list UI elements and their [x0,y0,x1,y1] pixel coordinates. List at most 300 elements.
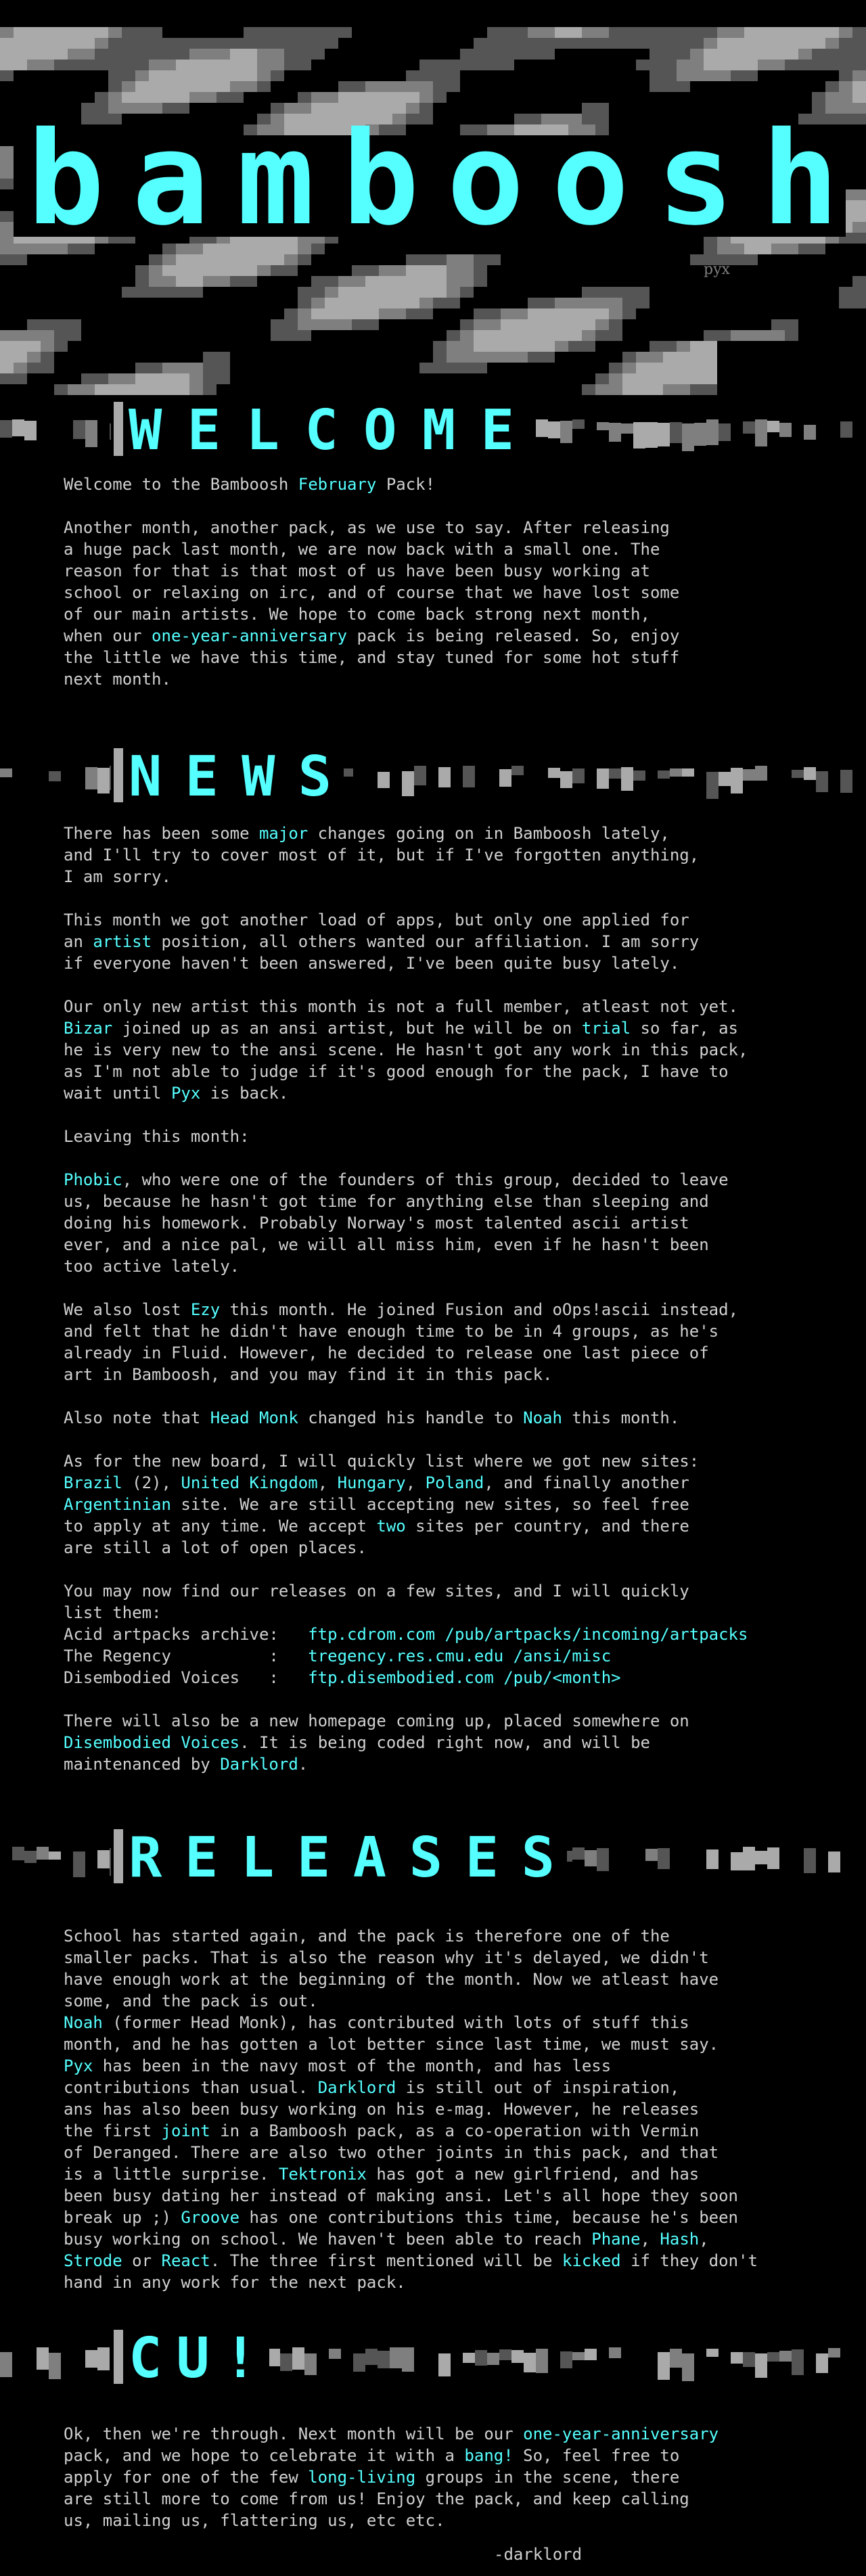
body-text: There will also be a new homepage coming up, placed somewhere on [64,1711,689,1730]
logo-block [162,70,176,81]
body-text: We also lost [64,1300,191,1319]
logo-block [365,319,379,330]
banner-block [85,420,97,447]
logo-block [352,276,365,287]
logo-block [0,179,14,189]
logo-block [514,49,528,60]
logo-block [311,319,325,330]
banner-block [694,423,706,446]
logo-block [541,38,555,49]
logo-block [528,124,541,135]
body-text: has been in the navy most of the month, and has less contributions than usual. [64,2056,612,2097]
logo-block [514,308,528,319]
logo-block [41,27,54,38]
logo-block [95,60,108,70]
logo-block [690,254,704,265]
logo-block [555,308,568,319]
logo-block [0,222,14,233]
logo-block [852,92,866,103]
logo-block [311,38,325,49]
logo-block [650,81,663,92]
logo-block [298,27,311,38]
logo-block [744,27,758,38]
logo-block [690,363,704,373]
logo-block [528,298,541,308]
logo-block [852,38,866,49]
logo-block [839,298,852,308]
body-text: , who were one of the founders of this group, decided to leave us, because he hasn't got time for anything else than sleeping and doing his homework. Probably Norway's most talented ascii artist ever, and a nice pal, we will all miss him, even if he hasn't been too active lately. [64,1170,729,1276]
body-text: You may now find our releases on a few sites, and I will quickly list them: Acid artpacks archive: [64,1582,689,1644]
logo-block [27,341,41,352]
logo-block [852,233,866,244]
logo-block [162,81,176,92]
banner-block [402,2347,414,2372]
logo-block [14,330,27,341]
logo-block [108,49,122,60]
logo-block [68,27,81,38]
body-text: , [405,1473,426,1492]
logo-block [298,254,311,265]
logo-block [230,92,244,103]
logo-block [447,60,460,70]
logo-block [230,81,244,92]
logo-block [271,38,284,49]
banner-block [24,421,37,440]
logo-block [149,276,162,287]
logo-block [595,27,609,38]
paragraph [64,1580,821,1688]
logo-block [636,363,650,373]
logo-block [41,363,54,373]
logo-block [81,38,95,49]
highlight-text: trial [581,1019,631,1038]
logo-block [230,49,244,60]
logo-block [338,92,352,103]
logo-block [501,38,514,49]
logo-block [392,81,406,92]
logo-block [771,60,785,70]
banner-block [560,2351,572,2368]
logo-block [54,341,68,352]
banner-block [597,768,609,789]
logo-block [595,287,609,298]
logo-block [27,60,41,70]
body-text: Welcome to the Bamboosh [64,475,298,494]
banner-title: WELCOME [129,398,514,463]
banner-block [816,771,828,792]
highlight-text: Darklord [220,1755,298,1774]
logo-block [852,114,866,124]
logo-block [798,60,812,70]
logo-block [852,298,866,308]
logo-block [0,38,14,49]
logo-block [609,38,622,49]
logo-block [0,330,14,341]
logo-block [162,49,176,60]
banner-block [524,2353,536,2372]
logo-block [758,330,771,341]
banner-block [645,422,658,448]
logo-block [785,38,798,49]
highlight-text: Noah [64,2013,103,2032]
logo-block [433,298,447,308]
logo-block [582,330,595,341]
logo-block [501,308,514,319]
logo-block [839,103,852,114]
logo-block [541,319,555,330]
logo-block [636,287,650,298]
logo-block [149,70,162,81]
logo-block [41,319,54,330]
logo-block [555,341,568,352]
logo-block [839,114,852,124]
paragraph [64,517,821,690]
logo-block [609,373,622,384]
logo-block [68,49,81,60]
logo-block [731,38,744,49]
logo-block [244,60,257,70]
logo-block [852,60,866,70]
logo-block [582,298,595,308]
logo-block [68,319,81,330]
logo-block [636,352,650,363]
logo-block [0,70,14,81]
highlight-text: Brazil [64,1473,122,1492]
banner-block [414,766,426,785]
logo-block [419,287,433,298]
logo-block [825,60,839,70]
logo-block [325,276,338,287]
logo-block [392,308,406,319]
logo-block [203,373,216,384]
logo-block [433,265,447,276]
logo-block [298,287,311,298]
banner-block [463,766,475,787]
banner-block [743,421,755,434]
banner-edge [114,2330,123,2384]
logo-block [244,81,257,92]
logo-block [189,363,203,373]
logo-block [108,60,122,70]
logo-block [812,38,825,49]
logo-block [189,373,203,384]
logo-block [528,308,541,319]
logo-block [609,330,622,341]
logo-block [379,287,392,298]
logo-block [487,27,501,38]
logo-block [460,330,474,341]
logo-block [176,254,189,265]
logo-block [622,373,636,384]
logo-block [271,319,284,330]
logo-block [852,81,866,92]
logo-block [650,341,663,352]
highlight-text: February [298,475,377,494]
highlight-text: Ezy [190,1300,221,1319]
banner-block [767,421,779,432]
banner-block [0,2352,12,2377]
logo-block [663,70,677,81]
logo-block [744,330,758,341]
body-text: has got a new girlfriend, and has been busy dating her instead of making ansi. Let's all hope they soon break up ;) [64,2165,738,2227]
logo-block [352,81,365,92]
logo-block [447,341,460,352]
logo-block [460,49,474,60]
logo-block [852,27,866,38]
logo-block [122,92,135,103]
logo-block [162,60,176,70]
logo-block [541,352,555,363]
logo-block [474,38,487,49]
logo-block [41,49,54,60]
logo-block [568,298,582,308]
logo-block [460,352,474,363]
logo-block [514,27,528,38]
logo-block [474,60,487,70]
logo-block [541,27,555,38]
logo-block [704,352,717,363]
logo-block [704,341,717,352]
banner-block [755,766,767,781]
signature: -darklord [494,2545,583,2564]
body-text: has one contributions this time, because he's been busy working on school. We haven't been able to reach [64,2208,739,2249]
banner-block [609,768,621,779]
logo-block [406,254,419,265]
logo-block [189,92,203,103]
logo-block [650,27,663,38]
logo-block [244,27,257,38]
logo-block [528,330,541,341]
logo-block [216,92,230,103]
logo-block [447,265,460,276]
highlight-text: long-living [308,2468,416,2487]
logo-block [311,27,325,38]
banner-block [37,2347,49,2370]
logo-block [582,319,595,330]
banner-block [24,1851,37,1863]
logo-block [501,27,514,38]
logo-block [528,49,541,60]
logo-block [14,38,27,49]
logo-block [852,276,866,287]
logo-block [284,38,298,49]
logo-block [135,276,149,287]
body-text: . The three first mentioned will be [210,2251,562,2270]
body-text: As for the new board, I will quickly list where we got new sites: [64,1452,700,1471]
body-text: pack, and we hope to celebrate it with a [64,2446,455,2465]
logo-block [325,92,338,103]
logo-block [568,330,582,341]
logo-block [555,27,568,38]
paragraph [64,996,821,1104]
logo-block [487,330,501,341]
logo-block [514,352,528,363]
logo-block [419,81,433,92]
logo-block [230,70,244,81]
logo-block [636,38,650,49]
highlight-text: Poland [425,1473,484,1492]
banner-block [719,423,731,441]
logo-block [162,254,176,265]
banner-block [499,769,511,787]
logo-block [677,384,690,395]
logo-block [704,363,717,373]
banner-block [268,2349,280,2366]
logo-block [338,81,352,92]
logo-block [528,27,541,38]
logo-block [690,27,704,38]
body-text: Another month, another pack, as we use to say. After releasing a huge pack last month, we are now back with a small one. The reason for that is that most of us have been busy working at school or relaxing on irc, and of course that we have lost some of our main artists. We hope to come back strong next month, when our [64,518,680,645]
logo-block [771,38,785,49]
logo-block [419,276,433,287]
logo-block [487,352,501,363]
banner-block [767,2352,779,2362]
banner-block [743,2352,755,2367]
logo-block [176,60,189,70]
banner-block [621,767,633,791]
logo-block [108,81,122,92]
logo-block [501,60,514,70]
body-text: Ok, then we're through. Next month will be our [64,2424,524,2443]
highlight-text: ftp.disembodied.com /pub/<month> [308,1668,621,1687]
logo-block [122,60,135,70]
logo-block [176,81,189,92]
logo-block [68,38,81,49]
body-text: (2), [122,1473,181,1492]
logo-block [108,384,122,395]
logo-block [352,92,365,103]
logo-block [14,341,27,352]
welcome-banner [0,398,852,463]
logo-block [582,341,595,352]
logo-block [189,384,203,395]
body-text: if they don't hand in any work for the next pack. [64,2251,758,2292]
logo-block [663,38,677,49]
banner-block [12,419,24,436]
highlight-text: Groove [181,2208,240,2227]
logo-block [81,49,95,60]
logo-block [216,254,230,265]
logo-block [81,373,95,384]
logo-block [95,384,108,395]
logo-block [731,254,744,265]
logo-block [108,103,122,114]
logo-block [216,244,230,254]
banner-block [743,1847,755,1870]
logo-block [609,384,622,395]
logo-block [95,27,108,38]
paragraph [64,1126,821,1147]
logo-block [149,373,162,384]
banner-block [390,2347,402,2368]
logo-block [825,49,839,60]
logo-block [731,49,744,60]
highlight-text: one-year-anniversary [523,2424,719,2443]
logo-block [122,70,135,81]
banner-block [560,771,572,788]
logo-block [677,81,690,92]
logo-block [27,363,41,373]
logo-block [392,265,406,276]
logo-block [744,254,758,265]
logo-block [595,298,609,308]
body-text: or [122,2251,162,2270]
logo-block [54,27,68,38]
banner-block [499,2349,511,2360]
body-text: . [298,1755,309,1774]
logo-block [501,49,514,60]
logo-block [419,60,433,70]
banner-block [645,1849,658,1861]
logo-block [690,373,704,384]
logo-block [528,319,541,330]
logo-block [609,319,622,330]
logo-block [365,92,379,103]
logo-block [419,308,433,319]
logo-block [528,341,541,352]
banner-block [719,772,731,786]
logo-block [663,27,677,38]
logo-block [839,70,852,81]
logo-block [852,222,866,233]
logo-block [298,92,311,103]
logo-block [162,276,176,287]
logo-block [433,352,447,363]
highlight-text: Pyx [64,2056,93,2075]
logo-block [189,265,203,276]
logo-block [690,38,704,49]
banner-edge [114,748,123,802]
logo-block [717,27,731,38]
banner-block [572,768,585,783]
banner-block [329,2349,341,2359]
logo-block [81,384,95,395]
logo-block [257,49,271,60]
logo-block [785,27,798,38]
logo-block [54,38,68,49]
logo-block [785,49,798,60]
logo-block [487,319,501,330]
body-text: this month. He joined Fusion and oOps!ascii instead, and felt that he didn't have enough time to be in 4 groups, as he's already in Fluid. However, he decided to release one last piece of art in Bamboosh, and you may find it in this pack. [64,1300,739,1384]
banner-block [658,423,670,446]
logo-block [14,49,27,60]
logo-block [149,27,162,38]
logo-block [731,27,744,38]
logo-block [271,70,284,81]
logo-block [609,27,622,38]
logo-block [595,373,609,384]
body-text: So, feel free to apply for one of the few [64,2446,680,2487]
logo-block [568,319,582,330]
logo-block [663,341,677,352]
logo-block [744,38,758,49]
logo-block [244,49,257,60]
logo-block [419,265,433,276]
logo-block [717,49,731,60]
logo-block [663,60,677,70]
logo-block [352,287,365,298]
body-text: Also note that [64,1408,210,1427]
logo-block [487,308,501,319]
logo-block [595,308,609,319]
cu-banner [0,2326,840,2391]
logo-block [311,308,325,319]
paragraph [64,823,821,888]
news-banner [0,745,852,809]
logo-block [852,49,866,60]
logo-block [690,60,704,70]
body-text: Leaving this month: [64,1127,250,1146]
